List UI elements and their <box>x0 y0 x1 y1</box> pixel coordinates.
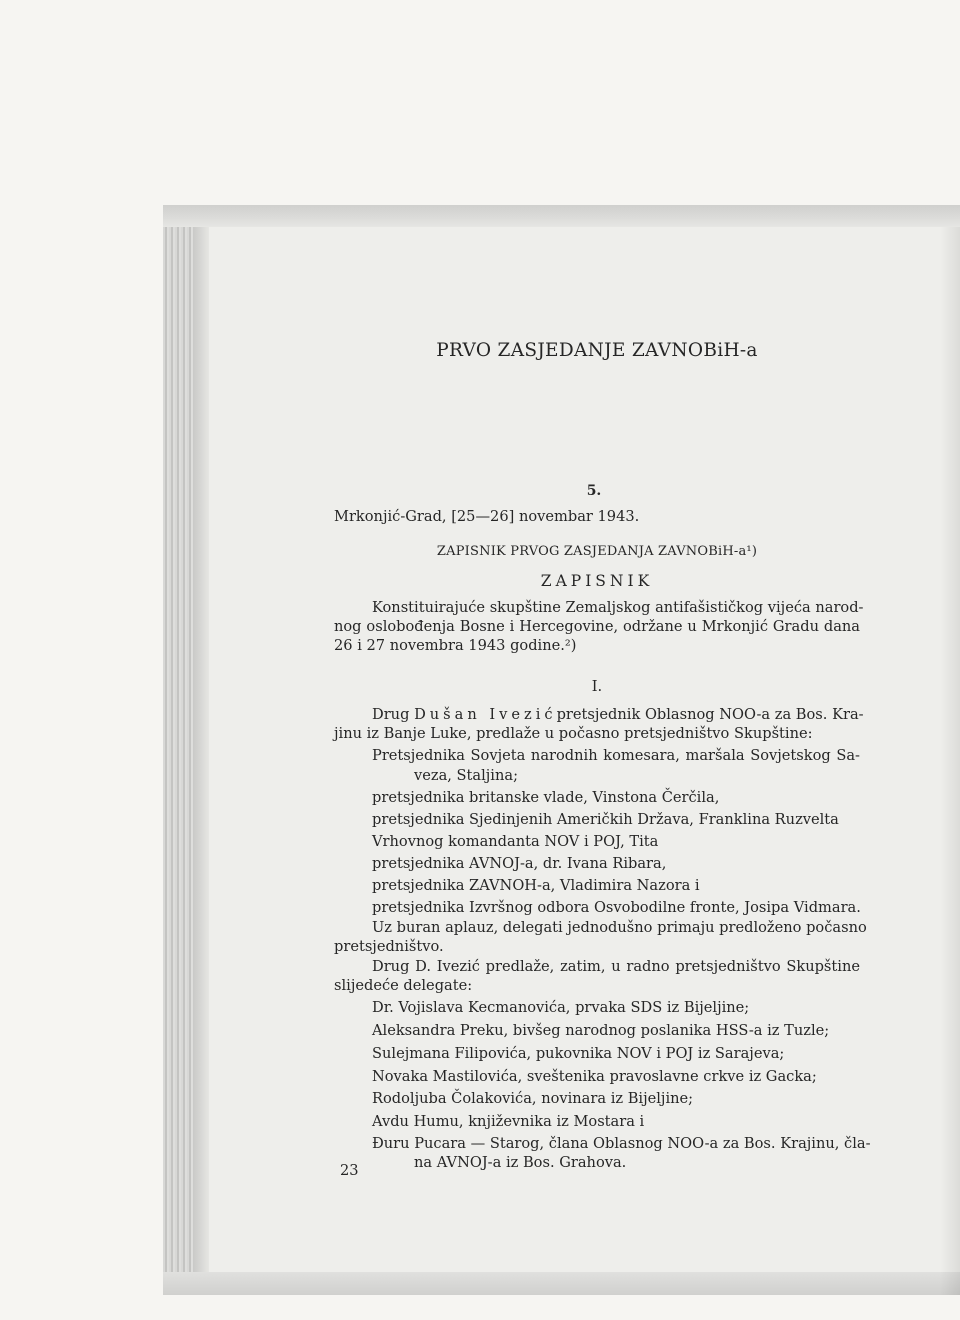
page-top-edge <box>163 205 960 227</box>
applause-line: Uz buran aplauz, delegati jednodušno primaju predloženo počasno <box>372 919 867 936</box>
zapisnik-heading: ZAPISNIK <box>540 572 654 590</box>
part-number: I. <box>591 678 603 695</box>
intro-line: Konstituirajuće skupštine Zemaljskog antifašističkog vijeća narod- <box>372 599 864 616</box>
list-item: Dr. Vojislava Kecmanovića, prvaka SDS iz Bijeljine; <box>372 999 750 1016</box>
page-bottom-edge <box>163 1272 960 1295</box>
proposal-lead: Drug Dušan Ivezić <box>372 706 557 723</box>
list-item: pretsjednika Izvršnog odbora Osvobodilne fronte, Josipa Vidmara. <box>372 899 861 916</box>
list-item: pretsjednika Sjedinjenih Američkih Država, Franklina Ruzvelta <box>372 811 839 828</box>
document-number: 5. <box>586 483 602 499</box>
person-name: Dušan Ivezić <box>414 706 557 723</box>
list-item: Rodoljuba Čolakovića, novinara iz Bijeljine; <box>372 1090 694 1107</box>
applause-line: pretsjedništvo. <box>334 938 444 955</box>
proposal-rest: pretsjednik Oblasnog NOO-a za Bos. Kra- <box>556 706 864 723</box>
intro-line: 26 i 27 novembra 1943 godine.²) <box>334 637 577 654</box>
list-item: na AVNOJ-a iz Bos. Grahova. <box>414 1154 627 1171</box>
document-title: ZAPISNIK PRVOG ZASJEDANJA ZAVNOBiH-a¹) <box>436 544 758 559</box>
list-item: Sulejmana Filipovića, pukovnika NOV i POJ iz Sarajeva; <box>372 1045 785 1062</box>
page-gutter <box>193 227 209 1295</box>
list-item: pretsjednika ZAVNOH-a, Vladimira Nazora i <box>372 877 700 894</box>
list-item: pretsjednika britanske vlade, Vinstona Čerčila, <box>372 789 720 806</box>
working-line: slijedeće delegate: <box>334 977 473 994</box>
intro-line: nog oslobođenja Bosne i Hercegovine, održane u Mrkonjić Gradu dana <box>334 618 860 635</box>
list-item: Đuru Pucara — Starog, člana Oblasnog NOO-a za Bos. Krajinu, čla- <box>372 1135 871 1152</box>
list-item: Novaka Mastilovića, sveštenika pravoslavne crkve iz Gacka; <box>372 1068 817 1085</box>
book-spine <box>163 205 193 1295</box>
list-item: veza, Staljina; <box>414 767 518 784</box>
list-item: Avdu Humu, književnika iz Mostara i <box>372 1113 645 1130</box>
proposal-line <box>372 705 864 725</box>
place-date: Mrkonjić-Grad, [25—26] novembar 1943. <box>334 508 640 525</box>
proposal-line: jinu iz Banje Luke, predlaže u počasno pretsjedništvo Skupštine: <box>334 725 813 742</box>
working-line: Drug D. Ivezić predlaže, zatim, u radno pretsjedništvo Skupštine <box>372 958 860 975</box>
page-right-shadow <box>940 227 960 1295</box>
list-item: Aleksandra Preku, bivšeg narodnog poslanika HSS-a iz Tuzle; <box>372 1022 830 1039</box>
section-heading: PRVO ZASJEDANJE ZAVNOBiH-a <box>436 340 758 361</box>
list-item: Pretsjednika Sovjeta narodnih komesara, maršala Sovjetskog Sa- <box>372 747 860 764</box>
page-number: 23 <box>340 1162 359 1179</box>
list-item: pretsjednika AVNOJ-a, dr. Ivana Ribara, <box>372 855 667 872</box>
list-item: Vrhovnog komandanta NOV i POJ, Tita <box>372 833 659 850</box>
